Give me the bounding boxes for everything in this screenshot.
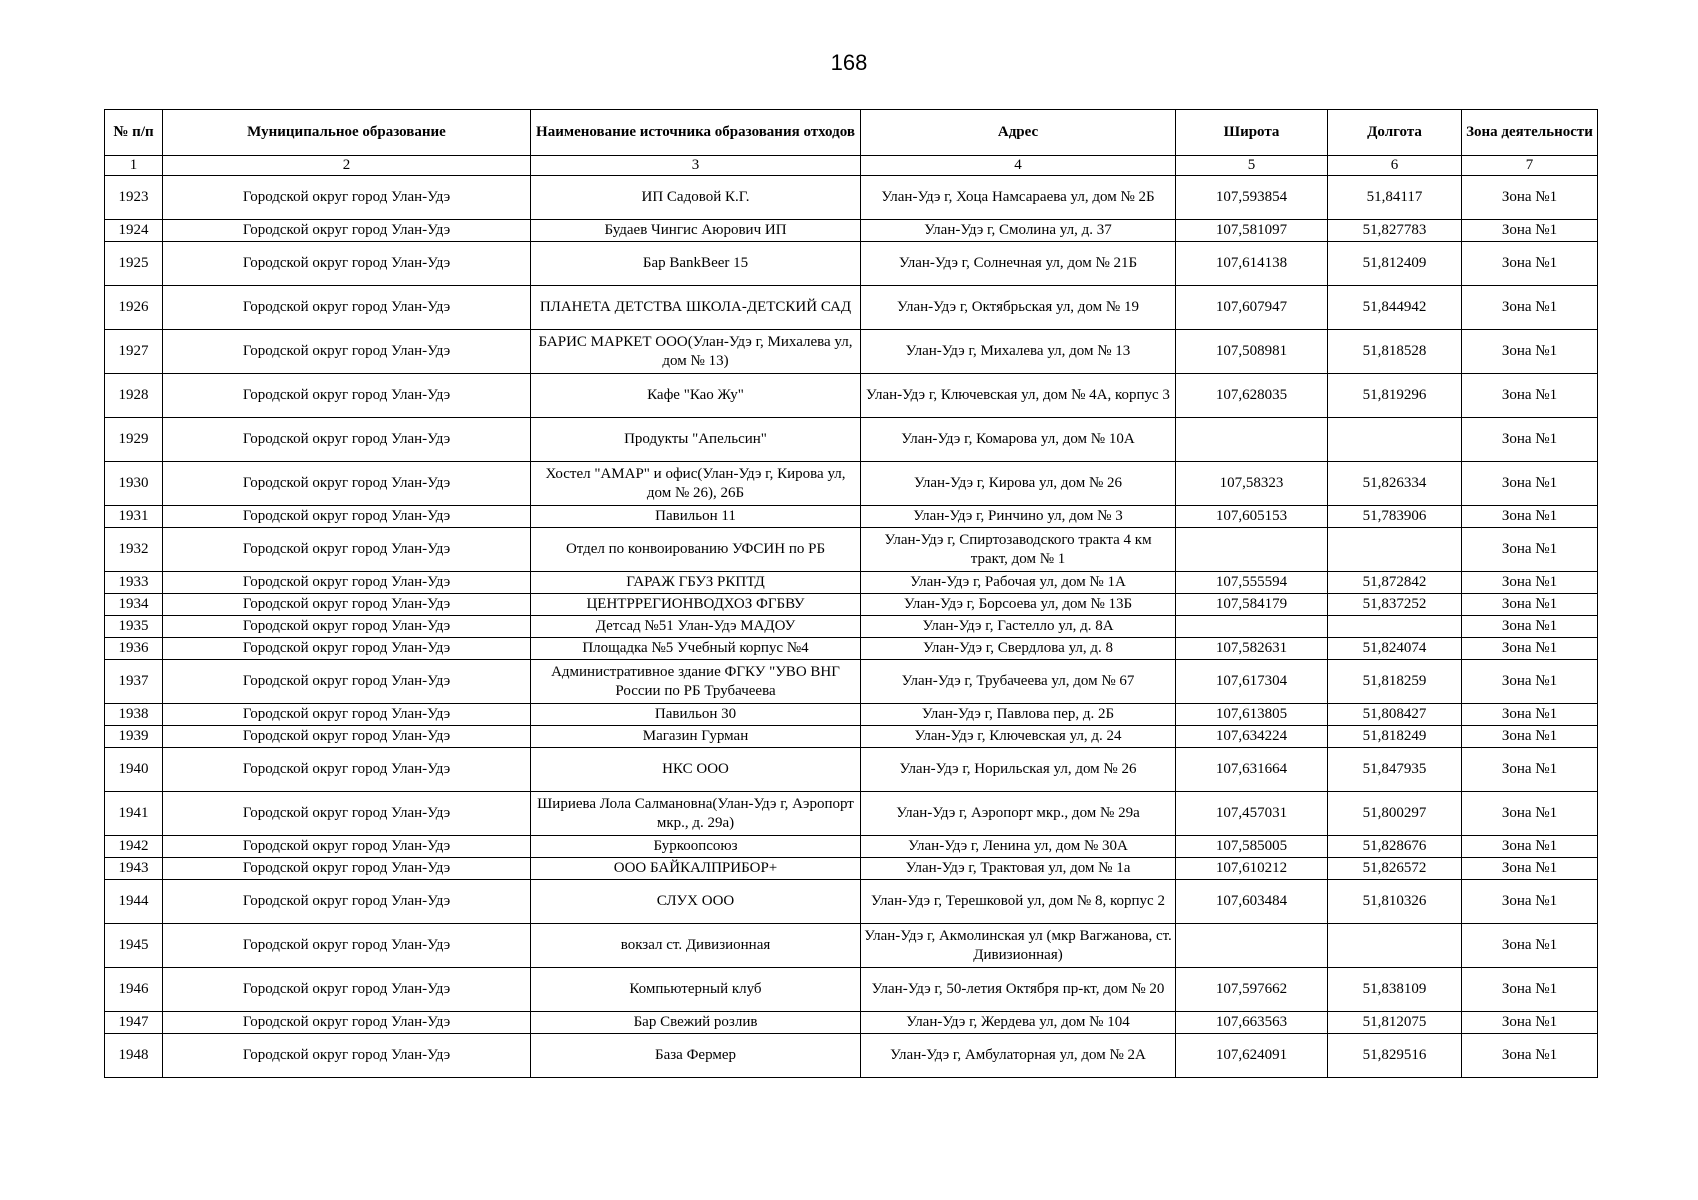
cell-municipality: Городской округ город Улан-Удэ — [163, 528, 531, 572]
cell-num: 1945 — [105, 924, 163, 968]
cell-municipality: Городской округ город Улан-Удэ — [163, 462, 531, 506]
cell-longitude: 51,872842 — [1328, 572, 1462, 594]
cell-longitude: 51,800297 — [1328, 792, 1462, 836]
column-number: 2 — [163, 156, 531, 176]
cell-address: Улан-Удэ г, Павлова пер, д. 2Б — [861, 704, 1176, 726]
cell-longitude: 51,837252 — [1328, 594, 1462, 616]
cell-latitude: 107,555594 — [1176, 572, 1328, 594]
cell-num: 1925 — [105, 242, 163, 286]
cell-source-name: База Фермер — [531, 1034, 861, 1078]
table-row — [105, 726, 1598, 748]
table-row — [105, 286, 1598, 330]
cell-municipality: Городской округ город Улан-Удэ — [163, 880, 531, 924]
table-row — [105, 836, 1598, 858]
cell-num: 1946 — [105, 968, 163, 1012]
cell-zone: Зона №1 — [1462, 836, 1598, 858]
table-row — [105, 968, 1598, 1012]
cell-latitude: 107,508981 — [1176, 330, 1328, 374]
table-row — [105, 1034, 1598, 1078]
cell-latitude: 107,617304 — [1176, 660, 1328, 704]
table-row — [105, 176, 1598, 220]
cell-longitude: 51,84117 — [1328, 176, 1462, 220]
table-row — [105, 704, 1598, 726]
cell-latitude — [1176, 418, 1328, 462]
table-row — [105, 242, 1598, 286]
cell-source-name: Павильон 11 — [531, 506, 861, 528]
table-row — [105, 462, 1598, 506]
cell-zone: Зона №1 — [1462, 242, 1598, 286]
cell-num: 1939 — [105, 726, 163, 748]
cell-source-name: Компьютерный клуб — [531, 968, 861, 1012]
column-header-source-name: Наименование источника образования отходов — [531, 110, 861, 156]
cell-longitude: 51,810326 — [1328, 880, 1462, 924]
cell-latitude: 107,593854 — [1176, 176, 1328, 220]
cell-longitude: 51,847935 — [1328, 748, 1462, 792]
cell-longitude: 51,812075 — [1328, 1012, 1462, 1034]
cell-zone: Зона №1 — [1462, 176, 1598, 220]
cell-address: Улан-Удэ г, Кирова ул, дом № 26 — [861, 462, 1176, 506]
cell-num: 1943 — [105, 858, 163, 880]
cell-zone: Зона №1 — [1462, 330, 1598, 374]
cell-municipality: Городской округ город Улан-Удэ — [163, 594, 531, 616]
cell-num: 1931 — [105, 506, 163, 528]
cell-municipality: Городской округ город Улан-Удэ — [163, 616, 531, 638]
cell-num: 1947 — [105, 1012, 163, 1034]
cell-source-name: СЛУХ ООО — [531, 880, 861, 924]
cell-source-name: ГАРАЖ ГБУЗ РКПТД — [531, 572, 861, 594]
table-row — [105, 660, 1598, 704]
cell-address: Улан-Удэ г, Спиртозаводского тракта 4 км тракт, дом № 1 — [861, 528, 1176, 572]
cell-source-name: ООО БАЙКАЛПРИБОР+ — [531, 858, 861, 880]
cell-longitude: 51,783906 — [1328, 506, 1462, 528]
cell-source-name: Буркоопсоюз — [531, 836, 861, 858]
table-row — [105, 638, 1598, 660]
cell-latitude: 107,613805 — [1176, 704, 1328, 726]
cell-longitude: 51,818249 — [1328, 726, 1462, 748]
cell-num: 1937 — [105, 660, 163, 704]
cell-num: 1948 — [105, 1034, 163, 1078]
cell-municipality: Городской округ город Улан-Удэ — [163, 1012, 531, 1034]
column-number: 3 — [531, 156, 861, 176]
column-number-row — [105, 156, 1598, 176]
cell-zone: Зона №1 — [1462, 704, 1598, 726]
table-row — [105, 880, 1598, 924]
cell-municipality: Городской округ город Улан-Удэ — [163, 418, 531, 462]
cell-num: 1926 — [105, 286, 163, 330]
cell-longitude — [1328, 616, 1462, 638]
table-row — [105, 572, 1598, 594]
cell-latitude: 107,581097 — [1176, 220, 1328, 242]
cell-zone: Зона №1 — [1462, 616, 1598, 638]
page-number: 168 — [830, 50, 868, 75]
cell-zone: Зона №1 — [1462, 374, 1598, 418]
cell-zone: Зона №1 — [1462, 1034, 1598, 1078]
table-row — [105, 418, 1598, 462]
cell-zone: Зона №1 — [1462, 638, 1598, 660]
cell-source-name: Кафе "Као Жу" — [531, 374, 861, 418]
cell-latitude: 107,457031 — [1176, 792, 1328, 836]
cell-source-name: Бар Свежий розлив — [531, 1012, 861, 1034]
cell-zone: Зона №1 — [1462, 748, 1598, 792]
cell-municipality: Городской округ город Улан-Удэ — [163, 242, 531, 286]
cell-address: Улан-Удэ г, Комарова ул, дом № 10А — [861, 418, 1176, 462]
table-header-row — [105, 110, 1598, 156]
waste-sources-table — [104, 109, 1598, 1078]
cell-municipality: Городской округ город Улан-Удэ — [163, 286, 531, 330]
cell-num: 1941 — [105, 792, 163, 836]
table-row — [105, 1012, 1598, 1034]
cell-address: Улан-Удэ г, Рабочая ул, дом № 1А — [861, 572, 1176, 594]
cell-zone: Зона №1 — [1462, 528, 1598, 572]
cell-source-name: Магазин Гурман — [531, 726, 861, 748]
cell-municipality: Городской округ город Улан-Удэ — [163, 638, 531, 660]
cell-municipality: Городской округ город Улан-Удэ — [163, 374, 531, 418]
table-row — [105, 528, 1598, 572]
cell-latitude: 107,614138 — [1176, 242, 1328, 286]
cell-num: 1933 — [105, 572, 163, 594]
cell-latitude: 107,634224 — [1176, 726, 1328, 748]
cell-latitude: 107,584179 — [1176, 594, 1328, 616]
cell-source-name: Административное здание ФГКУ "УВО ВНГ России по РБ Трубачеева — [531, 660, 861, 704]
column-header-longitude: Долгота — [1328, 110, 1462, 156]
cell-num: 1923 — [105, 176, 163, 220]
table-row — [105, 748, 1598, 792]
cell-latitude: 107,610212 — [1176, 858, 1328, 880]
cell-longitude: 51,826572 — [1328, 858, 1462, 880]
table-row — [105, 858, 1598, 880]
cell-longitude: 51,824074 — [1328, 638, 1462, 660]
cell-source-name: ИП Садовой К.Г. — [531, 176, 861, 220]
cell-source-name: ПЛАНЕТА ДЕТСТВА ШКОЛА-ДЕТСКИЙ САД — [531, 286, 861, 330]
cell-longitude: 51,844942 — [1328, 286, 1462, 330]
cell-longitude: 51,829516 — [1328, 1034, 1462, 1078]
table-row — [105, 924, 1598, 968]
cell-source-name: Будаев Чингис Аюрович ИП — [531, 220, 861, 242]
cell-address: Улан-Удэ г, Трубачеева ул, дом № 67 — [861, 660, 1176, 704]
cell-longitude: 51,827783 — [1328, 220, 1462, 242]
cell-num: 1935 — [105, 616, 163, 638]
cell-zone: Зона №1 — [1462, 924, 1598, 968]
cell-source-name: Шириева Лола Салмановна(Улан-Удэ г, Аэропорт мкр., д. 29а) — [531, 792, 861, 836]
cell-latitude — [1176, 528, 1328, 572]
cell-longitude — [1328, 528, 1462, 572]
cell-longitude: 51,828676 — [1328, 836, 1462, 858]
cell-municipality: Городской округ город Улан-Удэ — [163, 506, 531, 528]
cell-zone: Зона №1 — [1462, 660, 1598, 704]
cell-municipality: Городской округ город Улан-Удэ — [163, 924, 531, 968]
cell-municipality: Городской округ город Улан-Удэ — [163, 572, 531, 594]
cell-address: Улан-Удэ г, Октябрьская ул, дом № 19 — [861, 286, 1176, 330]
cell-address: Улан-Удэ г, Трактовая ул, дом № 1а — [861, 858, 1176, 880]
cell-latitude — [1176, 924, 1328, 968]
cell-address: Улан-Удэ г, Ринчино ул, дом № 3 — [861, 506, 1176, 528]
cell-address: Улан-Удэ г, Жердева ул, дом № 104 — [861, 1012, 1176, 1034]
cell-municipality: Городской округ город Улан-Удэ — [163, 858, 531, 880]
cell-address: Улан-Удэ г, Аэропорт мкр., дом № 29а — [861, 792, 1176, 836]
cell-zone: Зона №1 — [1462, 220, 1598, 242]
cell-municipality: Городской округ город Улан-Удэ — [163, 1034, 531, 1078]
cell-num: 1938 — [105, 704, 163, 726]
cell-latitude: 107,607947 — [1176, 286, 1328, 330]
cell-source-name: БАРИС МАРКЕТ ООО(Улан-Удэ г, Михалева ул, дом № 13) — [531, 330, 861, 374]
cell-latitude: 107,582631 — [1176, 638, 1328, 660]
cell-municipality: Городской округ город Улан-Удэ — [163, 836, 531, 858]
table-row — [105, 616, 1598, 638]
cell-address: Улан-Удэ г, Смолина ул, д. 37 — [861, 220, 1176, 242]
cell-latitude: 107,597662 — [1176, 968, 1328, 1012]
cell-municipality: Городской округ город Улан-Удэ — [163, 704, 531, 726]
cell-num: 1934 — [105, 594, 163, 616]
cell-address: Улан-Удэ г, Ленина ул, дом № 30А — [861, 836, 1176, 858]
table-row — [105, 220, 1598, 242]
cell-address: Улан-Удэ г, 50-летия Октября пр-кт, дом № 20 — [861, 968, 1176, 1012]
column-number: 5 — [1176, 156, 1328, 176]
cell-num: 1944 — [105, 880, 163, 924]
column-number: 1 — [105, 156, 163, 176]
cell-zone: Зона №1 — [1462, 792, 1598, 836]
cell-latitude: 107,585005 — [1176, 836, 1328, 858]
cell-zone: Зона №1 — [1462, 880, 1598, 924]
cell-address: Улан-Удэ г, Акмолинская ул (мкр Вагжанова, ст. Дивизионная) — [861, 924, 1176, 968]
cell-longitude: 51,838109 — [1328, 968, 1462, 1012]
cell-address: Улан-Удэ г, Михалева ул, дом № 13 — [861, 330, 1176, 374]
cell-latitude: 107,624091 — [1176, 1034, 1328, 1078]
cell-latitude: 107,605153 — [1176, 506, 1328, 528]
cell-num: 1936 — [105, 638, 163, 660]
cell-address: Улан-Удэ г, Терешковой ул, дом № 8, корпус 2 — [861, 880, 1176, 924]
cell-zone: Зона №1 — [1462, 572, 1598, 594]
cell-zone: Зона №1 — [1462, 286, 1598, 330]
table-row — [105, 792, 1598, 836]
cell-longitude: 51,818528 — [1328, 330, 1462, 374]
table-row — [105, 506, 1598, 528]
cell-longitude: 51,812409 — [1328, 242, 1462, 286]
cell-zone: Зона №1 — [1462, 506, 1598, 528]
table-row — [105, 594, 1598, 616]
cell-municipality: Городской округ город Улан-Удэ — [163, 330, 531, 374]
cell-latitude — [1176, 616, 1328, 638]
cell-municipality: Городской округ город Улан-Удэ — [163, 792, 531, 836]
cell-address: Улан-Удэ г, Хоца Намсараева ул, дом № 2Б — [861, 176, 1176, 220]
column-number: 6 — [1328, 156, 1462, 176]
cell-address: Улан-Удэ г, Гастелло ул, д. 8А — [861, 616, 1176, 638]
cell-municipality: Городской округ город Улан-Удэ — [163, 176, 531, 220]
column-header-latitude: Широта — [1176, 110, 1328, 156]
cell-municipality: Городской округ город Улан-Удэ — [163, 660, 531, 704]
cell-source-name: Продукты "Апельсин" — [531, 418, 861, 462]
cell-municipality: Городской округ город Улан-Удэ — [163, 220, 531, 242]
cell-source-name: вокзал ст. Дивизионная — [531, 924, 861, 968]
cell-longitude: 51,818259 — [1328, 660, 1462, 704]
column-number: 7 — [1462, 156, 1598, 176]
cell-address: Улан-Удэ г, Борсоева ул, дом № 13Б — [861, 594, 1176, 616]
cell-zone: Зона №1 — [1462, 726, 1598, 748]
cell-address: Улан-Удэ г, Амбулаторная ул, дом № 2А — [861, 1034, 1176, 1078]
cell-longitude: 51,808427 — [1328, 704, 1462, 726]
cell-latitude: 107,663563 — [1176, 1012, 1328, 1034]
column-header-zone: Зона деятельности — [1462, 110, 1598, 156]
cell-latitude: 107,631664 — [1176, 748, 1328, 792]
cell-zone: Зона №1 — [1462, 462, 1598, 506]
cell-num: 1932 — [105, 528, 163, 572]
cell-zone: Зона №1 — [1462, 1012, 1598, 1034]
cell-num: 1924 — [105, 220, 163, 242]
cell-source-name: Отдел по конвоированию УФСИН по РБ — [531, 528, 861, 572]
cell-address: Улан-Удэ г, Свердлова ул, д. 8 — [861, 638, 1176, 660]
column-header-municipality: Муниципальное образование — [163, 110, 531, 156]
cell-latitude: 107,628035 — [1176, 374, 1328, 418]
cell-longitude — [1328, 418, 1462, 462]
table-row — [105, 330, 1598, 374]
column-header-num: № п/п — [105, 110, 163, 156]
cell-source-name: Бар BankBeer 15 — [531, 242, 861, 286]
cell-longitude: 51,819296 — [1328, 374, 1462, 418]
cell-address: Улан-Удэ г, Ключевская ул, дом № 4А, корпус 3 — [861, 374, 1176, 418]
cell-zone: Зона №1 — [1462, 418, 1598, 462]
cell-source-name: ЦЕНТРРЕГИОНВОДХОЗ ФГБВУ — [531, 594, 861, 616]
cell-num: 1930 — [105, 462, 163, 506]
cell-source-name: Площадка №5 Учебный корпус №4 — [531, 638, 861, 660]
cell-num: 1928 — [105, 374, 163, 418]
cell-zone: Зона №1 — [1462, 594, 1598, 616]
cell-latitude: 107,58323 — [1176, 462, 1328, 506]
cell-municipality: Городской округ город Улан-Удэ — [163, 748, 531, 792]
cell-num: 1942 — [105, 836, 163, 858]
cell-longitude: 51,826334 — [1328, 462, 1462, 506]
cell-zone: Зона №1 — [1462, 858, 1598, 880]
cell-address: Улан-Удэ г, Норильская ул, дом № 26 — [861, 748, 1176, 792]
cell-municipality: Городской округ город Улан-Удэ — [163, 726, 531, 748]
cell-municipality: Городской округ город Улан-Удэ — [163, 968, 531, 1012]
cell-num: 1929 — [105, 418, 163, 462]
table-row — [105, 374, 1598, 418]
cell-source-name: Детсад №51 Улан-Удэ МАДОУ — [531, 616, 861, 638]
cell-source-name: Павильон 30 — [531, 704, 861, 726]
cell-num: 1940 — [105, 748, 163, 792]
column-number: 4 — [861, 156, 1176, 176]
cell-zone: Зона №1 — [1462, 968, 1598, 1012]
cell-source-name: Хостел "АМАР" и офис(Улан-Удэ г, Кирова ул, дом № 26), 26Б — [531, 462, 861, 506]
cell-address: Улан-Удэ г, Ключевская ул, д. 24 — [861, 726, 1176, 748]
cell-longitude — [1328, 924, 1462, 968]
column-header-address: Адрес — [861, 110, 1176, 156]
cell-address: Улан-Удэ г, Солнечная ул, дом № 21Б — [861, 242, 1176, 286]
cell-source-name: НКС ООО — [531, 748, 861, 792]
cell-num: 1927 — [105, 330, 163, 374]
cell-latitude: 107,603484 — [1176, 880, 1328, 924]
